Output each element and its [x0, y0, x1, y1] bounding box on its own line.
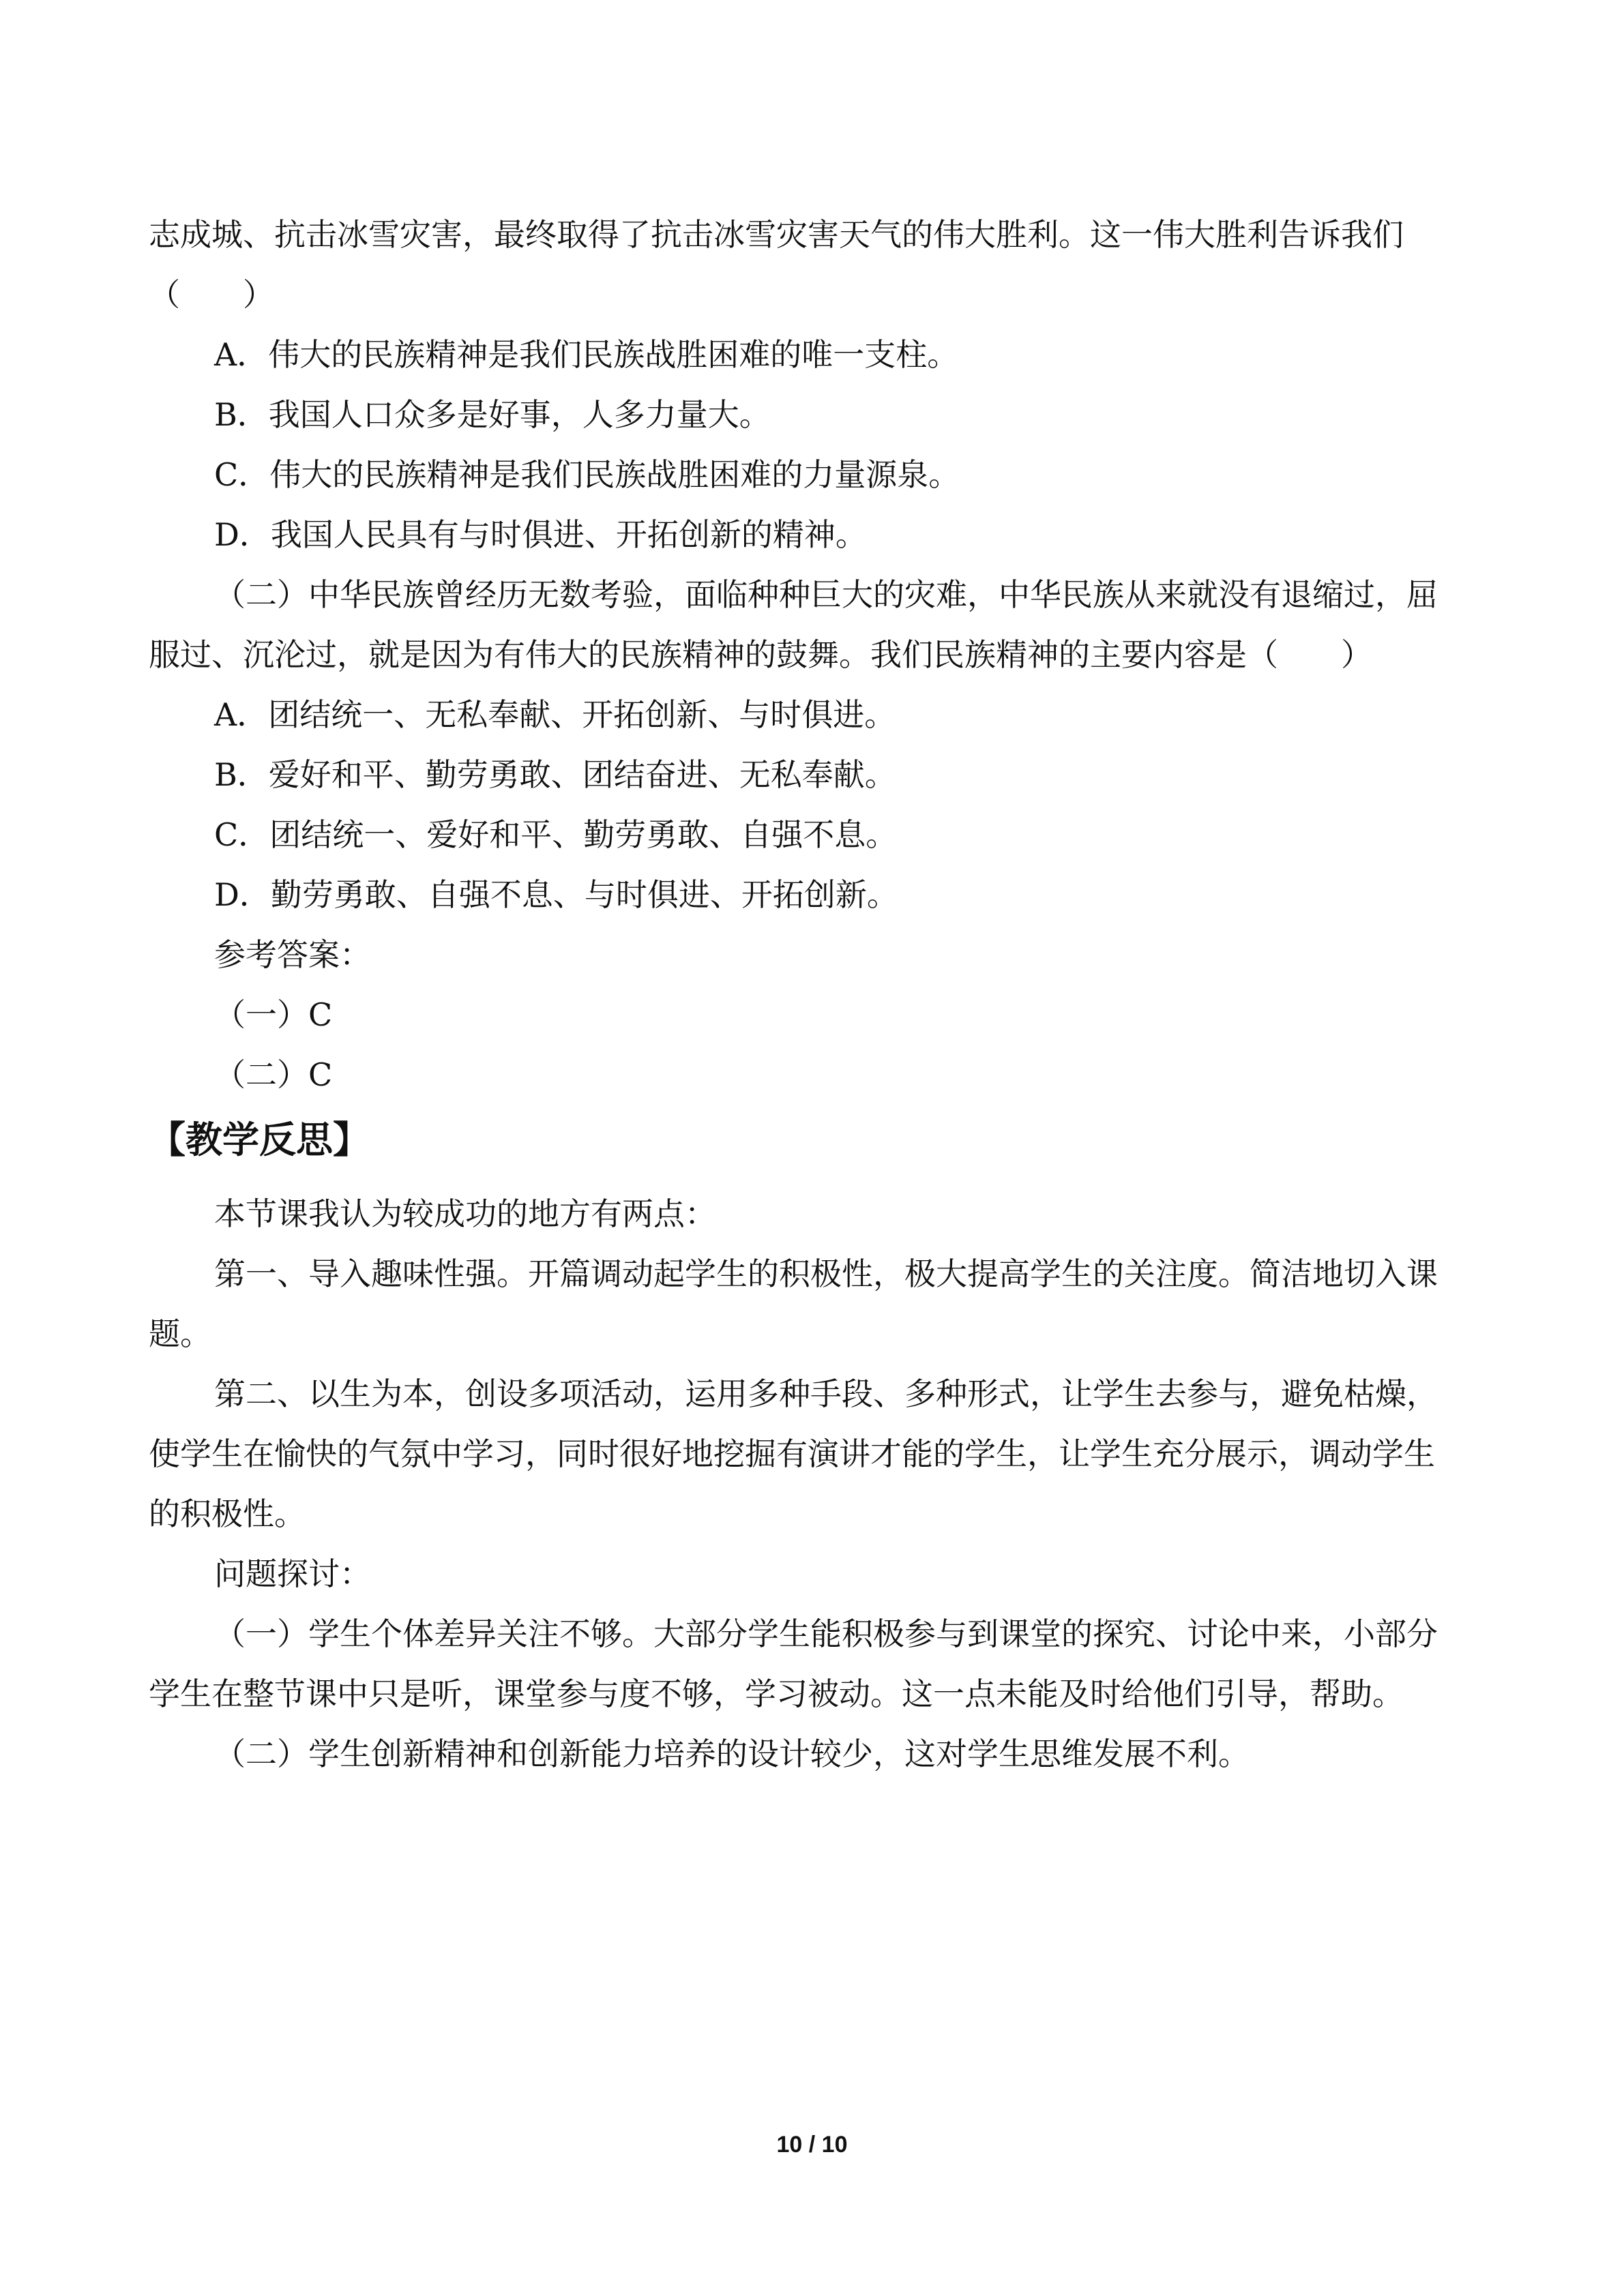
question-1-option-b: B．我国人口众多是好事，人多力量大。 — [214, 396, 771, 433]
reflection-paragraph: 第一、导入趣味性强。开篇调动起学生的积极性，极大提高学生的关注度。简洁地切入课题。 — [149, 1255, 1438, 1352]
question-1-stem: 志成城、抗击冰雪灾害，最终取得了抗击冰雪灾害天气的伟大胜利。这一伟大胜利告诉我们 — [149, 216, 1404, 253]
question-2-option-c: C．团结统一、爱好和平、勤劳勇敢、自强不息。 — [214, 816, 898, 853]
reflection-paragraph: （二）学生创新精神和创新能力培养的设计较少，这对学生思维发展不利。 — [214, 1735, 1250, 1772]
question-1-blank: （ ） — [149, 276, 274, 313]
page-number: 10 / 10 — [776, 2132, 848, 2158]
question-1-option-c: C．伟大的民族精神是我们民族战胜困难的力量源泉。 — [214, 456, 960, 493]
page-content — [149, 205, 1458, 1784]
question-2-option-d: D．勤劳勇敢、自强不息、与时俱进、开拓创新。 — [214, 876, 898, 913]
question-1-option-d: D．我国人民具有与时俱进、开拓创新的精神。 — [214, 516, 867, 553]
answer-1: （一）C — [214, 996, 333, 1033]
question-2-stem: （二）中华民族曾经历无数考验，面临种种巨大的灾难，中华民族从来就没有退缩过，屈服过、沉沦过，就是因为有伟大的民族精神的鼓舞。我们民族精神的主要内容是（ ） — [149, 576, 1438, 673]
answer-2: （二）C — [214, 1056, 333, 1093]
reflection-paragraph: 问题探讨： — [214, 1555, 371, 1592]
question-1-option-a: A．伟大的民族精神是我们民族战胜困难的唯一支柱。 — [214, 336, 959, 373]
reflection-paragraph: 第二、以生为本，创设多项活动，运用多种手段、多种形式，让学生去参与，避免枯燥，使学生在愉快的气氛中学习，同时很好地挖掘有演讲才能的学生，让学生充分展示，调动学生的积极性。 — [149, 1375, 1438, 1532]
section-heading: 【教学反思】 — [149, 1118, 370, 1161]
answers-label: 参考答案： — [214, 936, 371, 973]
reflection-paragraph: （一）学生个体差异关注不够。大部分学生能积极参与到课堂的探究、讨论中来，小部分学生在整节课中只是听，课堂参与度不够，学习被动。这一点未能及时给他们引导，帮助。 — [149, 1615, 1438, 1712]
reflection-paragraph: 本节课我认为较成功的地方有两点： — [214, 1195, 716, 1232]
question-2-option-a: A．团结统一、无私奉献、开拓创新、与时俱进。 — [214, 696, 896, 733]
question-2-option-b: B．爱好和平、勤劳勇敢、团结奋进、无私奉献。 — [214, 756, 896, 793]
